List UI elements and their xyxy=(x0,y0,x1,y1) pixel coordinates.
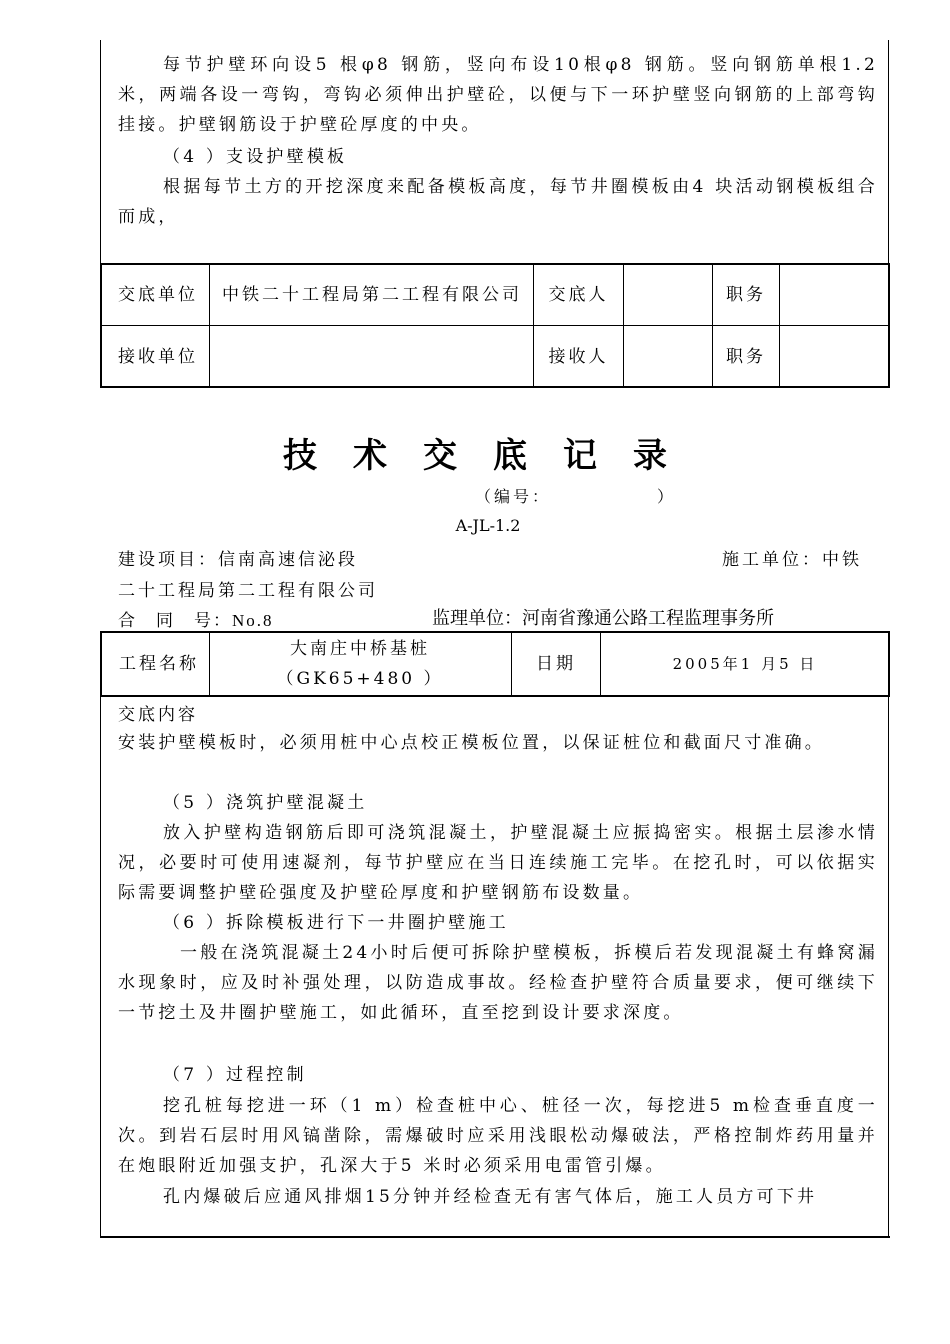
contractor-prefix: 施工单位：中铁 xyxy=(722,550,862,570)
date-label: 日期 xyxy=(536,654,576,674)
content-paragraph-pour: 放入护壁构造钢筋后即可浇筑混凝土，护壁混凝土应振捣密实。根据土层渗水情况，必要时可使用速凝剂，每节护壁应在当日连续施工完毕。在挖孔时，可以依据实际需要调整护壁砼强度及护壁砼厚度和护壁钢筋布设数量。 xyxy=(118,823,878,903)
record-code: A-JL-1.2 xyxy=(455,516,521,535)
receiving-person-value xyxy=(624,326,712,387)
handover-unit-label: 交底单位 xyxy=(118,285,198,305)
content-paragraph-control: 挖孔桩每挖进一环（1 m）检查桩中心、桩径一次，每挖进5 m检查垂直度一次。到岩石层时用风镐凿除，需爆破时应采用浅眼松动爆破法，严格控制炸药用量并在炮眼附近加强支护，孔深大于5 米时必须采用电雷管引爆。 xyxy=(118,1096,878,1176)
top-paragraph-formwork: 根据每节土方的开挖深度来配备模板高度，每节井圈模板由4 块活动钢模板组合而成， xyxy=(118,177,878,227)
top-heading-formwork: （4 ）支设护壁模板 xyxy=(163,147,348,167)
top-paragraph-rebar: 每节护壁环向设5 根φ8 钢筋，竖向布设10根φ8 钢筋。竖向钢筋单根1.2 米，两端各设一弯钩，弯钩必须伸出护壁砼，以便与下一环护壁竖向钢筋的上部弯钩挂接。护壁钢筋设于护壁砼厚度的中央。 xyxy=(118,55,878,135)
project-name-value: 大南庄中桥基桩 xyxy=(290,639,430,659)
content-heading-control: （7 ）过程控制 xyxy=(163,1065,307,1085)
project-station-value: （GK65+480 ） xyxy=(276,669,444,689)
supervisor-unit: 监理单位：河南省豫通公路工程监理事务所 xyxy=(432,608,774,629)
project-name: 建设项目：信南高速信泌段 xyxy=(118,550,358,570)
project-name-label: 工程名称 xyxy=(119,654,199,674)
record-number: （编号： ） xyxy=(475,487,677,506)
receiving-person-label: 接收人 xyxy=(548,346,609,367)
handover-duty-label: 职务 xyxy=(726,285,766,305)
receiving-unit-label: 接收单位 xyxy=(118,346,198,367)
receiving-duty-value xyxy=(780,326,888,387)
content-paragraph-remove: 一般在浇筑混凝土24小时后便可拆除护壁模板，拆模后若发现混凝土有蜂窝漏水现象时，应及时补强处理，以防造成事故。经检查护壁符合质量要求，便可继续下一节挖土及井圈护壁施工，如此循环，直至挖到设计要求深度。 xyxy=(118,943,878,1023)
content-label: 交底内容 xyxy=(118,705,198,725)
contract-number: 合 同 号：No.8 xyxy=(118,611,274,630)
receiving-duty-label: 职务 xyxy=(726,346,766,367)
contractor-name: 二十工程局第二工程有限公司 xyxy=(118,581,378,601)
handover-person-label: 交底人 xyxy=(548,285,609,305)
handover-duty-value xyxy=(780,265,888,325)
handover-person-value xyxy=(624,265,712,325)
handover-unit-value: 中铁二十工程局第二工程有限公司 xyxy=(222,285,522,305)
content-paragraph-ventilation: 孔内爆破后应通风排烟15分钟并经检查无有害气体后，施工人员方可下井 xyxy=(163,1187,818,1207)
receiving-unit-value xyxy=(222,326,522,387)
record-title: 技术交底记录 xyxy=(283,436,703,476)
content-paragraph-install: 安装护壁模板时，必须用桩中心点校正模板位置，以保证桩位和截面尺寸准确。 xyxy=(118,733,825,753)
content-heading-remove: （6 ）拆除模板进行下一井圈护壁施工 xyxy=(163,913,509,933)
date-value: 2005年1 月5 日 xyxy=(672,655,818,673)
content-heading-pour: （5 ）浇筑护壁混凝土 xyxy=(163,793,368,813)
